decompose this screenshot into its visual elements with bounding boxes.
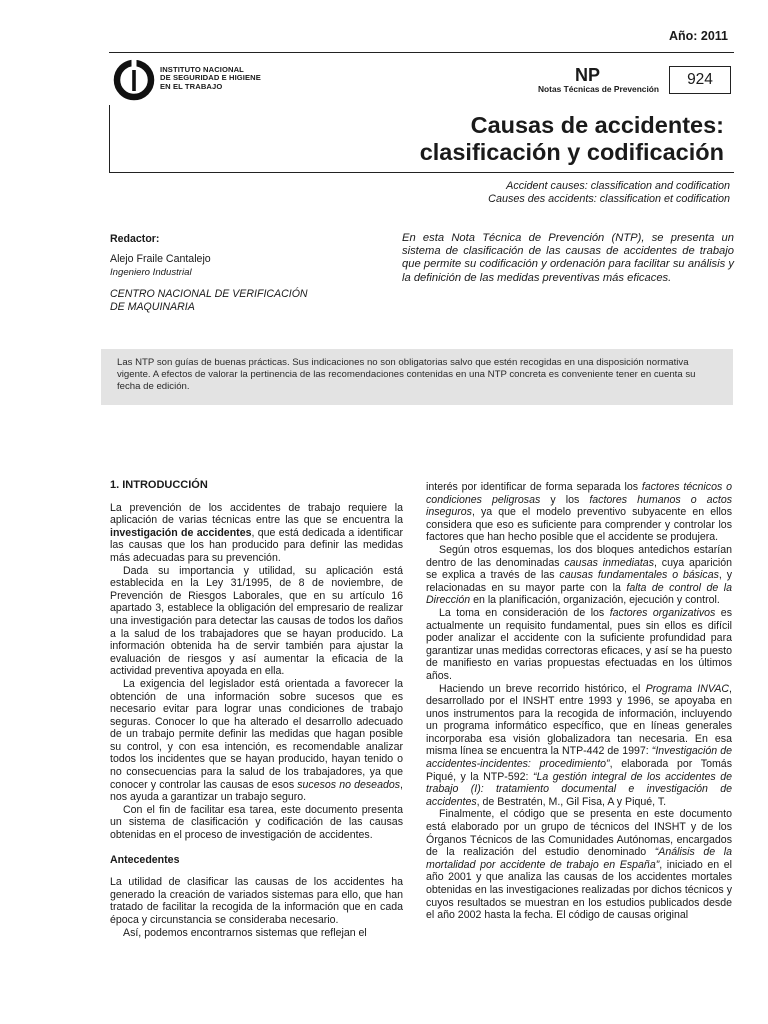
ntp-logo-icon: NP [575, 65, 601, 85]
header-rule [109, 52, 734, 53]
paragraph: Según otros esquemas, los dos bloques antedichos estarían dentro de las denominadas causas inmediatas, cuya aparición se explica a través de las causas fundamentales o básicas, y relacionadas en su mayor parte con la falta de control de la Dirección en la planificación, organización, ejecución y control. [426, 543, 732, 607]
paragraph: Haciendo un breve recorrido histórico, el Programa INVAC, desarrollado por el INSHT entre 1993 y 1996, se apoyaba en unos instrumentos para la recogida de información, incluyendo un programa informático específico, que en líneas generales incorporaba esa visión globalizadora tan necesaria. En esa misma línea se encuentra la NTP-442 de 1997: “Investigación de accidentes-incidentes: procedimiento”, elaborada por Tomás Piqué, y la NTP-592: “La gestión integral de los accidentes de trabajo (I): tratamiento documental e investigación de accidentes, de Bestratén, M., Gil Fisa, A y Piqué, T. [426, 682, 733, 808]
paragraph: Así, podemos encontrarnos sistemas que reflejan el [123, 926, 367, 939]
institute-name: INSTITUTO NACIONAL DE SEGURIDAD E HIGIENE EN EL TRABAJO [160, 65, 261, 91]
translated-titles: Accident causes: classification and codification Causes des accidents: classification et codification [488, 180, 730, 205]
subsection-heading: Antecedentes [110, 853, 180, 866]
author-role: Ingeniero Industrial [110, 267, 192, 278]
publication-year: Año: 2011 [668, 29, 728, 43]
author-block [110, 233, 308, 315]
paragraph: La exigencia del legislador está orientada a favorecer la obtención de una información sobre sucesos que es necesario evitar para lograr unas condiciones de trabajo seguras. Conocer lo que ha alterado el desarrollo adecuado de un trabajo permite definir las medidas que hagan posible su control, y con esa intención, es recomendable analizar todos los incidentes que se hayan producido, hayan tenido o no consecuencias para la salud de los trabajadores, ya que conocer y controlar las causas de esos sucesos no deseados, nos ayuda a garantizar un trabajo seguro. [110, 677, 403, 804]
insht-logo-icon [112, 58, 156, 102]
paragraph: La prevención de los accidentes de trabajo requiere la aplicación de varias técnicas entre las que se encuentra la investigación de accidentes, que está dedicada a identificar las causas que los han producido para definir las medidas más adecuadas para su prevención. [110, 501, 403, 564]
body-column-left [110, 479, 403, 939]
ntp-number: 924 [669, 66, 731, 94]
paragraph: Con el fin de facilitar esa tarea, este documento presenta un sistema de clasificación y codificación de las causas obtenidas en el proceso de investigación de accidentes. [110, 803, 403, 842]
author-organization: CENTRO NACIONAL DE VERIFICACIÓN DE MAQUINARIA [110, 287, 308, 313]
abstract: En esta Nota Técnica de Prevención (NTP), se presenta un sistema de clasificación de las causas de accidentes de trabajo que permite su codificación y ordenación para facilitar su análisis y la definición de las medidas preventivas más eficaces. [402, 232, 734, 284]
paragraph: Dada su importancia y utilidad, su aplicación está establecida en la Ley 31/1995, de 8 de noviembre, de Prevención de Riesgos Laborales, que en su artículo 16 apartado 3, establece la obligación del empresario de realizar una investigación para detectar las causas de todos los daños a la salud de los trabajadores que se hayan producido. La información obtenida ha de servir también para ajustar la evaluación de riesgos y así aumentar la eficacia de la actividad preventiva apoyada en ella. [110, 564, 403, 678]
ntp-series-label: Notas Técnicas de Prevención [538, 84, 660, 94]
section-heading: 1. INTRODUCCIÓN [110, 479, 208, 491]
paragraph: Finalmente, el código que se presenta en este documento está elaborado por un grupo de técnicos del INSHT y de los Órganos Técnicos de las Comunidades Autónomas, encargados de la realización del estudio denominado “Análisis de la mortalidad por accidente de trabajo en España”, iniciado en el año 2001 y que analiza las causas de los accidentes mortales obtenidas en las investigaciones realizadas por dichos técnicos y cuyos resultados se muestran en los estudios publicados desde el año 2002 hasta la fecha. El código de causas original [426, 808, 732, 922]
disclaimer-box: Las NTP son guías de buenas prácticas. Sus indicaciones no son obligatorias salvo que estén recogidas en una disposición normativa vigente. A efectos de valorar la pertinencia de las recomendaciones contenidas en una NTP concreta es conveniente tener en cuenta su fecha de edición. [101, 349, 733, 405]
author-name: Alejo Fraile Cantalejo [110, 252, 211, 265]
paragraph: La utilidad de clasificar las causas de los accidentes ha generado la creación de variados sistemas para ello, que han tratado de facilitar la recogida de la información que en cada época y circunstancia se consideraba necesario. [110, 876, 403, 926]
document-title: Causas de accidentes: clasificación y codificación [419, 112, 724, 165]
author-label: Redactor: [110, 233, 160, 245]
body-column-right [426, 481, 732, 922]
paragraph: interés por identificar de forma separada los factores técnicos o condiciones peligrosas y los factores humanos o actos inseguros, ya que el modelo preventivo subyacente en ellos considera que eso es suficiente para comprender y controlar los factores que han hecho posible que el accidente se produjera. [426, 481, 733, 544]
paragraph: La toma en consideración de los factores organizativos es actualmente un requisito fundamental, pues sin ellos es difícil poder analizar el accidente con la suficiente profundidad para garantizar unas medidas correctoras eficaces, y así se ha puesto de manifiesto en varias propuestas efectuadas en los últimos años. [426, 606, 732, 682]
